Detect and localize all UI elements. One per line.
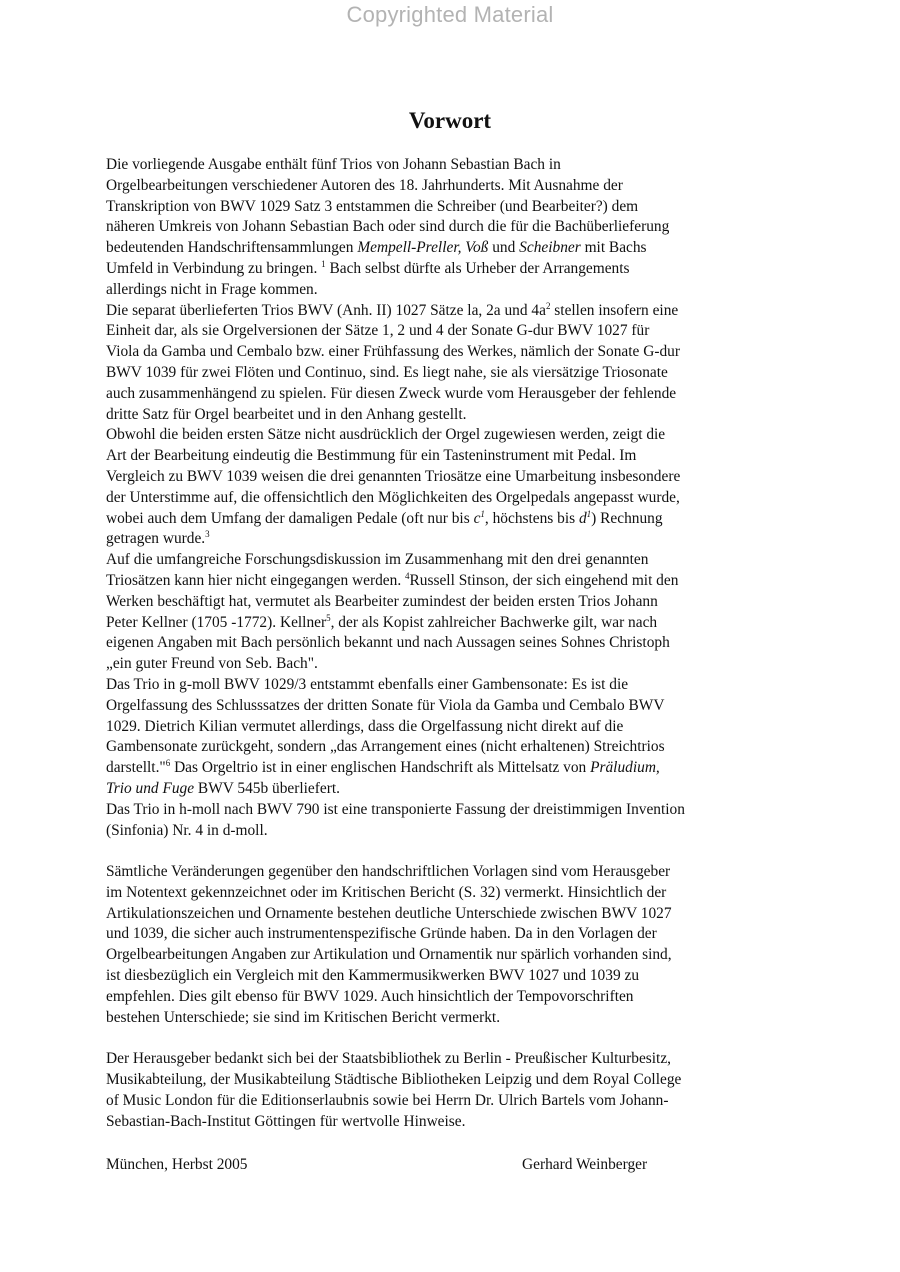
- text-line: [106, 405, 806, 426]
- text-run: empfehlen. Dies gilt ebenso für BWV 1029. Auch hinsichtlich der Tempovorschriften: [106, 987, 634, 1005]
- text-line: [106, 384, 806, 405]
- text-run: Sebastian-Bach-Institut Göttingen für wertvolle Hinweise.: [106, 1112, 466, 1130]
- text-run: Das Orgeltrio ist in einer englischen Handschrift als Mittelsatz von: [170, 759, 591, 777]
- text-line: [106, 945, 806, 966]
- text-line: [106, 217, 806, 238]
- text-run: BWV 545b überliefert.: [194, 779, 340, 797]
- italic-text: Präludium,: [590, 759, 660, 777]
- text-run: Musikabteilung, der Musikabteilung Städtische Bibliotheken Leipzig und dem Royal College: [106, 1071, 682, 1089]
- text-line: [106, 363, 806, 384]
- author-name: Gerhard Weinberger: [522, 1156, 648, 1173]
- text-run: of Music London für die Editionserlaubnis sowie bei Herrn Dr. Ulrich Bartels vom Johann-: [106, 1091, 669, 1109]
- text-run: 1029. Dietrich Kilian vermutet allerdings, dass die Orgelfassung nicht direkt auf die: [106, 717, 624, 735]
- italic-text: c: [473, 509, 481, 527]
- text-run: Umfeld in Verbindung zu bringen.: [106, 259, 322, 277]
- text-run: Obwohl die beiden ersten Sätze nicht ausdrücklich der Orgel zugewiesen werden, zeigt die: [106, 426, 666, 444]
- text-run: Das Trio in h-moll nach BWV 790 ist eine transponierte Fassung der dreistimmigen Invention: [106, 800, 685, 818]
- text-run: mit Bachs: [580, 239, 647, 257]
- text-run: Peter Kellner (1705 -1772). Kellner: [106, 613, 327, 631]
- text-line: [106, 862, 806, 883]
- italic-text: Scheibner: [519, 239, 581, 257]
- text-line: [106, 467, 806, 488]
- text-run: näheren Umkreis von Johann Sebastian Bach oder sind durch die für die Bachüberlieferung: [106, 218, 670, 236]
- text-run: „ein guter Freund von Seb. Bach".: [106, 655, 318, 673]
- text-run: Die separat überlieferten Trios BWV (Anh. II) 1027 Sätze la, 2a und 4a: [106, 301, 546, 319]
- text-run: , höchstens bis: [484, 509, 579, 527]
- footnote-ref: 3: [205, 529, 210, 540]
- text-run: und: [488, 239, 520, 257]
- text-line: [106, 155, 806, 176]
- footnote-ref: 1: [321, 258, 326, 269]
- text-run: wobei auch dem Umfang der damaligen Pedale (oft nur bis: [106, 509, 474, 527]
- text-run: Der Herausgeber bedankt sich bei der Staatsbibliothek zu Berlin - Preußischer Kulturbesitz,: [106, 1050, 672, 1068]
- text-line: [106, 301, 806, 322]
- text-line: [106, 696, 806, 717]
- text-line: [106, 717, 806, 738]
- text-line: [106, 509, 806, 530]
- text-line: [106, 1008, 806, 1029]
- text-line: [106, 321, 806, 342]
- text-line: [106, 613, 806, 634]
- italic-text: d: [578, 509, 587, 527]
- text-run: Gambensonate zurückgeht, sondern „das Arrangement eines (nicht erhaltenen) Streichtrios: [106, 738, 665, 756]
- text-run: BWV 1039 für zwei Flöten und Continuo, sind. Es liegt nahe, sie als viersätzige Triosonate: [106, 363, 668, 381]
- text-line: [106, 821, 806, 842]
- superscript-text: 1: [586, 508, 592, 519]
- text-run: Triosätzen kann hier nicht eingegangen werden.: [106, 571, 406, 589]
- text-run: Transkription von BWV 1029 Satz 3 entstammen die Schreiber (und Bearbeiter?) dem: [106, 197, 639, 215]
- text-line: [106, 924, 806, 945]
- text-run: Auf die umfangreiche Forschungsdiskussion im Zusammenhang mit den drei genannten: [106, 551, 649, 569]
- text-line: [106, 342, 806, 363]
- text-line: [106, 571, 806, 592]
- text-line: [106, 446, 806, 467]
- text-line: [106, 425, 806, 446]
- text-run: Orgelfassung des Schlusssatzes der dritten Sonate für Viola da Gamba und Cembalo BWV: [106, 696, 665, 714]
- text-line: [106, 488, 806, 509]
- text-run: Artikulationszeichen und Ornamente bestehen deutliche Unterschiede zwischen BWV 1027: [106, 904, 672, 922]
- text-line: [106, 758, 806, 779]
- text-run: Russell Stinson, der sich eingehend mit den: [409, 571, 679, 589]
- text-line: [106, 654, 806, 675]
- copyright-watermark: Copyrighted Material: [346, 2, 554, 27]
- text-line: [106, 987, 806, 1008]
- text-run: , der als Kopist zahlreicher Bachwerke gilt, war nach: [330, 613, 658, 631]
- footnote-ref: 6: [165, 758, 171, 769]
- text-line: [106, 904, 806, 925]
- paragraph-gap: [106, 1028, 806, 1049]
- text-line: [106, 966, 806, 987]
- text-run: ist diesbezüglich ein Vergleich mit den Kammermusikwerken BWV 1027 und 1039 zu: [106, 967, 640, 985]
- paragraph-gap: [106, 841, 806, 862]
- place-date: München, Herbst 2005: [106, 1156, 248, 1173]
- text-run: Einheit dar, als sie Orgelversionen der Sätze 1, 2 und 4 der Sonate G-dur BWV 1027 für: [106, 322, 650, 340]
- footnote-ref: 5: [326, 612, 331, 623]
- text-run: ) Rechnung: [591, 509, 663, 527]
- text-line: [106, 633, 806, 654]
- text-run: stellen insofern eine: [550, 301, 679, 319]
- text-run: Orgelbearbeitungen verschiedener Autoren des 18. Jahrhunderts. Mit Ausnahme der: [106, 176, 623, 194]
- preface-body: [106, 155, 806, 1132]
- footnote-ref: 2: [545, 300, 551, 311]
- text-line: [106, 238, 806, 259]
- text-line: [106, 1112, 806, 1133]
- text-run: darstellt.": [106, 759, 166, 777]
- text-run: Die vorliegende Ausgabe enthält fünf Trios von Johann Sebastian Bach in: [106, 156, 561, 173]
- text-run: Vergleich zu BWV 1039 weisen die drei genannten Triosätze eine Umarbeitung insbesondere: [106, 467, 681, 485]
- text-run: Werken beschäftigt hat, vermutet als Bearbeiter zumindest der beiden ersten Trios Johann: [106, 592, 658, 610]
- text-line: [106, 779, 806, 800]
- text-line: [106, 197, 806, 218]
- text-run: und 1039, die sicher auch instrumentenspezifische Gründe haben. Da in den Vorlagen der: [106, 925, 657, 943]
- text-run: (Sinfonia) Nr. 4 in d-moll.: [106, 821, 268, 839]
- signature-line: [106, 1156, 706, 1174]
- text-line: [106, 800, 806, 821]
- text-run: Viola da Gamba und Cembalo bzw. einer Frühfassung des Werkes, nämlich der Sonate G-dur: [106, 343, 680, 361]
- text-run: bedeutenden Handschriftensammlungen: [106, 239, 358, 257]
- italic-text: Trio und Fuge: [106, 779, 195, 797]
- text-line: [106, 280, 806, 301]
- text-run: Sämtliche Veränderungen gegenüber den handschriftlichen Vorlagen sind vom Herausgeber: [106, 863, 671, 881]
- text-run: auch zusammenhängend zu spielen. Für diesen Zweck wurde vom Herausgeber der fehlende: [106, 384, 677, 402]
- superscript-text: 1: [480, 508, 485, 519]
- text-line: [106, 1091, 806, 1112]
- footnote-ref: 4: [405, 570, 410, 581]
- text-run: Bach selbst dürfte als Urheber der Arrangements: [325, 259, 630, 277]
- text-run: eigenen Angaben mit Bach persönlich bekannt und nach Aussagen seines Sohnes Christoph: [106, 634, 670, 652]
- text-run: bestehen Unterschiede; sie sind im Kritischen Bericht vermerkt.: [106, 1008, 501, 1026]
- text-line: [106, 592, 806, 613]
- text-line: [106, 1049, 806, 1070]
- text-run: Art der Bearbeitung eindeutig die Bestimmung für ein Tasteninstrument mit Pedal. Im: [106, 447, 637, 465]
- text-line: [106, 529, 806, 550]
- text-line: [106, 1070, 806, 1091]
- text-line: [106, 883, 806, 904]
- text-run: der Unterstimme auf, die offensichtlich den Möglichkeiten des Orgelpedals angepasst wurde,: [106, 488, 680, 506]
- italic-text: Mempell-Preller, Voß: [357, 239, 489, 257]
- text-run: getragen wurde.: [106, 530, 206, 548]
- text-line: [106, 176, 806, 197]
- text-run: dritte Satz für Orgel bearbeitet und in den Anhang gestellt.: [106, 405, 467, 423]
- text-line: [106, 550, 806, 571]
- text-run: im Notentext gekennzeichnet oder im Kritischen Bericht (S. 32) vermerkt. Hinsichtlich der: [106, 883, 667, 901]
- page-title: Vorwort: [408, 108, 492, 133]
- text-line: [106, 675, 806, 696]
- text-line: [106, 259, 806, 280]
- text-run: Orgelbearbeitungen Angaben zur Artikulation und Ornamentik nur spärlich vorhanden sind,: [106, 946, 672, 964]
- text-run: allerdings nicht in Frage kommen.: [106, 280, 318, 298]
- text-run: Das Trio in g-moll BWV 1029/3 entstammt ebenfalls einer Gambensonate: Es ist die: [106, 675, 629, 693]
- text-line: [106, 737, 806, 758]
